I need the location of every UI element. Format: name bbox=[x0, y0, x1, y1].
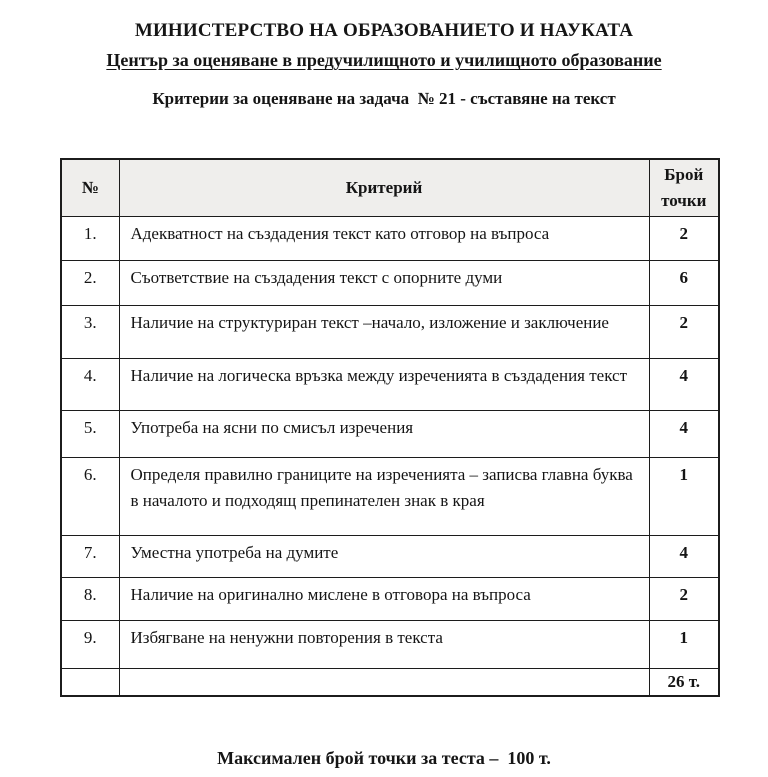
total-row bbox=[61, 669, 719, 697]
column-header-criterion: Критерий bbox=[119, 159, 649, 217]
table-row bbox=[61, 359, 719, 411]
points-cell: 4 bbox=[649, 536, 719, 578]
row-number-cell: 5. bbox=[61, 411, 119, 458]
table-row bbox=[61, 411, 719, 458]
criterion-cell: Съответствие на създадения текст с опорните думи bbox=[119, 261, 649, 306]
row-number-cell: 9. bbox=[61, 621, 119, 669]
criterion-cell: Наличие на оригинално мислене в отговора на въпроса bbox=[119, 578, 649, 621]
row-number-cell: 7. bbox=[61, 536, 119, 578]
table-row bbox=[61, 578, 719, 621]
total-points-cell: 26 т. bbox=[649, 669, 719, 697]
points-cell: 1 bbox=[649, 621, 719, 669]
row-number-cell: 2. bbox=[61, 261, 119, 306]
total-number-cell bbox=[61, 669, 119, 697]
points-cell: 6 bbox=[649, 261, 719, 306]
table-row bbox=[61, 306, 719, 359]
criterion-cell: Употреба на ясни по смисъл изречения bbox=[119, 411, 649, 458]
ministry-title: МИНИСТЕРСТВО НА ОБРАЗОВАНИЕТО И НАУКАТА bbox=[134, 20, 634, 41]
table-row bbox=[61, 261, 719, 306]
row-number-cell: 8. bbox=[61, 578, 119, 621]
table-row bbox=[61, 621, 719, 669]
points-cell: 2 bbox=[649, 578, 719, 621]
row-number-cell: 4. bbox=[61, 359, 119, 411]
criterion-cell: Определя правилно границите на изреченията – записва главна буква в началото и подходящ препинателен знак в края bbox=[119, 458, 649, 536]
task-criteria-heading: Критерии за оценяване на задача № 21 - съставяне на текст bbox=[152, 89, 616, 108]
table-header-row bbox=[61, 159, 719, 217]
criteria-table bbox=[60, 158, 720, 697]
points-cell: 1 bbox=[649, 458, 719, 536]
points-cell: 2 bbox=[649, 217, 719, 261]
row-number-cell: 6. bbox=[61, 458, 119, 536]
criterion-cell: Избягване на ненужни повторения в текста bbox=[119, 621, 649, 669]
criterion-cell: Адекватност на създадения текст като отговор на въпроса bbox=[119, 217, 649, 261]
criterion-cell: Уместна употреба на думите bbox=[119, 536, 649, 578]
points-cell: 4 bbox=[649, 359, 719, 411]
column-header-number: № bbox=[61, 159, 119, 217]
points-cell: 4 bbox=[649, 411, 719, 458]
max-points-note: Максимален брой точки за теста – 100 т. bbox=[217, 748, 551, 768]
criteria-table-body bbox=[61, 217, 719, 669]
criterion-cell: Наличие на структуриран текст –начало, изложение и заключение bbox=[119, 306, 649, 359]
assessment-center-subtitle: Център за оценяване в предучилищното и училищното образование bbox=[106, 50, 662, 70]
table-row bbox=[61, 217, 719, 261]
table-row bbox=[61, 458, 719, 536]
column-header-points: Брой точки bbox=[649, 159, 719, 217]
row-number-cell: 3. bbox=[61, 306, 119, 359]
document-header bbox=[0, 0, 768, 110]
table-row bbox=[61, 536, 719, 578]
criterion-cell: Наличие на логическа връзка между изреченията в създадения текст bbox=[119, 359, 649, 411]
row-number-cell: 1. bbox=[61, 217, 119, 261]
total-criterion-cell bbox=[119, 669, 649, 697]
points-cell: 2 bbox=[649, 306, 719, 359]
